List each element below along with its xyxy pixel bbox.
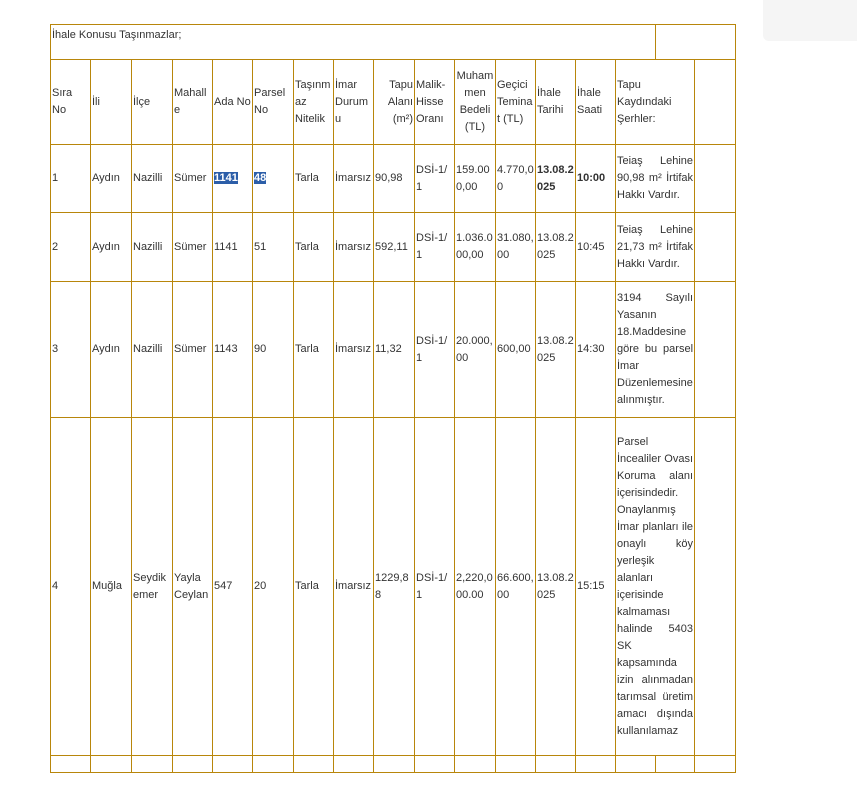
cell-tarih: 13.08.2025: [536, 145, 576, 213]
cell-ada: 1143: [213, 282, 253, 418]
empty-cell: [253, 756, 294, 773]
empty-cell: [91, 756, 132, 773]
empty-cell: [656, 756, 695, 773]
empty-cell: [576, 756, 616, 773]
cell-serh: 3194 Sayılı Yasanın 18.Maddesine göre bu parsel İmar Düzenlemesine alınmıştır.: [616, 282, 695, 418]
table-caption: İhale Konusu Taşınmazlar;: [51, 25, 656, 60]
empty-cell: [536, 756, 576, 773]
header-ada: Ada No: [213, 60, 253, 145]
header-mahalle: Mahalle: [173, 60, 213, 145]
cell-empty: [695, 213, 736, 282]
cell-ilce: Seydikemer: [132, 418, 173, 756]
cell-bedel: 2,220,000.00: [455, 418, 496, 756]
selected-ada: 1141: [214, 172, 238, 184]
cell-parsel: [253, 145, 294, 213]
cell-sira: 4: [51, 418, 91, 756]
cell-mahalle: Sümer: [173, 282, 213, 418]
cell-nitelik: Tarla: [294, 282, 334, 418]
cell-imar: İmarsız: [334, 145, 374, 213]
cell-tarih: 13.08.2025: [536, 213, 576, 282]
caption-empty-cell: [656, 25, 736, 60]
side-panel: [763, 0, 857, 41]
cell-sira: 3: [51, 282, 91, 418]
cell-parsel: 20: [253, 418, 294, 756]
cell-nitelik: Tarla: [294, 145, 334, 213]
cell-il: Aydın: [91, 145, 132, 213]
cell-serh: Teiaş Lehine 90,98 m² İrtifak Hakkı Vardır.: [616, 145, 695, 213]
empty-cell: [334, 756, 374, 773]
table-row: [51, 145, 736, 213]
header-saat: İhale Saati: [576, 60, 616, 145]
cell-imar: İmarsız: [334, 418, 374, 756]
cell-nitelik: Tarla: [294, 213, 334, 282]
cell-ada: 1141: [213, 213, 253, 282]
header-alan: Tapu Alanı (m²): [374, 60, 415, 145]
empty-cell: [496, 756, 536, 773]
cell-teminat: 4.770,00: [496, 145, 536, 213]
empty-cell: [374, 756, 415, 773]
empty-cell: [415, 756, 455, 773]
selected-parsel: 48: [254, 172, 267, 184]
header-il: İli: [91, 60, 132, 145]
cell-il: Aydın: [91, 213, 132, 282]
cell-saat: 15:15: [576, 418, 616, 756]
cell-bedel: 159.000,00: [455, 145, 496, 213]
cell-ada: [213, 145, 253, 213]
cell-mahalle: Sümer: [173, 145, 213, 213]
cell-hisse: DSİ-1/1: [415, 418, 455, 756]
cell-serh: Teiaş Lehine 21,73 m² İrtifak Hakkı Vardır.: [616, 213, 695, 282]
header-bedel: Muhammen Bedeli (TL): [455, 60, 496, 145]
cell-serh: Parsel İncealiler Ovası Koruma alanı içerisindedir. Onaylanmış İmar planları ile onaylı köy yerleşik alanları içerisinde kalmaması halinde 5403 SK kapsamında izin alınmadan tarımsal üretim amacı dışında kullanılamaz: [616, 418, 695, 756]
header-row: [51, 60, 736, 145]
cell-bedel: 20.000,00: [455, 282, 496, 418]
cell-saat: 10:45: [576, 213, 616, 282]
caption-row: [51, 25, 736, 60]
table-row: [51, 213, 736, 282]
header-nitelik: Taşınmaz Nitelik: [294, 60, 334, 145]
cell-alan: 90,98: [374, 145, 415, 213]
cell-il: Aydın: [91, 282, 132, 418]
header-ilce: İlçe: [132, 60, 173, 145]
cell-il: Muğla: [91, 418, 132, 756]
header-sira: Sıra No: [51, 60, 91, 145]
cell-parsel: 51: [253, 213, 294, 282]
cell-hisse: DSİ-1/1: [415, 213, 455, 282]
cell-tarih: 13.08.2025: [536, 282, 576, 418]
cell-empty: [695, 418, 736, 756]
cell-parsel: 90: [253, 282, 294, 418]
header-parsel: Parsel No: [253, 60, 294, 145]
cell-empty: [695, 145, 736, 213]
header-empty: [695, 60, 736, 145]
cell-hisse: DSİ-1/1: [415, 145, 455, 213]
header-hisse: Malik-Hisse Oranı: [415, 60, 455, 145]
cell-empty: [695, 282, 736, 418]
empty-cell: [173, 756, 213, 773]
cell-mahalle: Yayla Ceylan: [173, 418, 213, 756]
cell-imar: İmarsız: [334, 282, 374, 418]
header-teminat: Geçici Teminat (TL): [496, 60, 536, 145]
header-tarih: İhale Tarihi: [536, 60, 576, 145]
empty-cell: [616, 756, 656, 773]
cell-teminat: 31.080,00: [496, 213, 536, 282]
cell-imar: İmarsız: [334, 213, 374, 282]
header-imar: İmar Durumu: [334, 60, 374, 145]
empty-cell: [213, 756, 253, 773]
cell-mahalle: Sümer: [173, 213, 213, 282]
cell-teminat: 600,00: [496, 282, 536, 418]
cell-alan: 592,11: [374, 213, 415, 282]
empty-cell: [455, 756, 496, 773]
cell-sira: 2: [51, 213, 91, 282]
cell-alan: 1229,88: [374, 418, 415, 756]
property-table: [50, 24, 736, 773]
table-row: [51, 418, 736, 756]
cell-ilce: Nazilli: [132, 282, 173, 418]
cell-sira: 1: [51, 145, 91, 213]
empty-cell: [51, 756, 91, 773]
cell-nitelik: Tarla: [294, 418, 334, 756]
cell-saat: 10:00: [576, 145, 616, 213]
header-serh: Tapu Kaydındaki Şerhler:: [616, 60, 695, 145]
cell-bedel: 1.036.000,00: [455, 213, 496, 282]
empty-cell: [294, 756, 334, 773]
empty-cell: [132, 756, 173, 773]
cell-teminat: 66.600,00: [496, 418, 536, 756]
cell-ada: 547: [213, 418, 253, 756]
empty-cell: [695, 756, 736, 773]
cell-tarih: 13.08.2025: [536, 418, 576, 756]
cell-ilce: Nazilli: [132, 145, 173, 213]
table-row: [51, 282, 736, 418]
cell-alan: 11,32: [374, 282, 415, 418]
cell-hisse: DSİ-1/1: [415, 282, 455, 418]
cell-ilce: Nazilli: [132, 213, 173, 282]
cell-saat: 14:30: [576, 282, 616, 418]
empty-row: [51, 756, 736, 773]
